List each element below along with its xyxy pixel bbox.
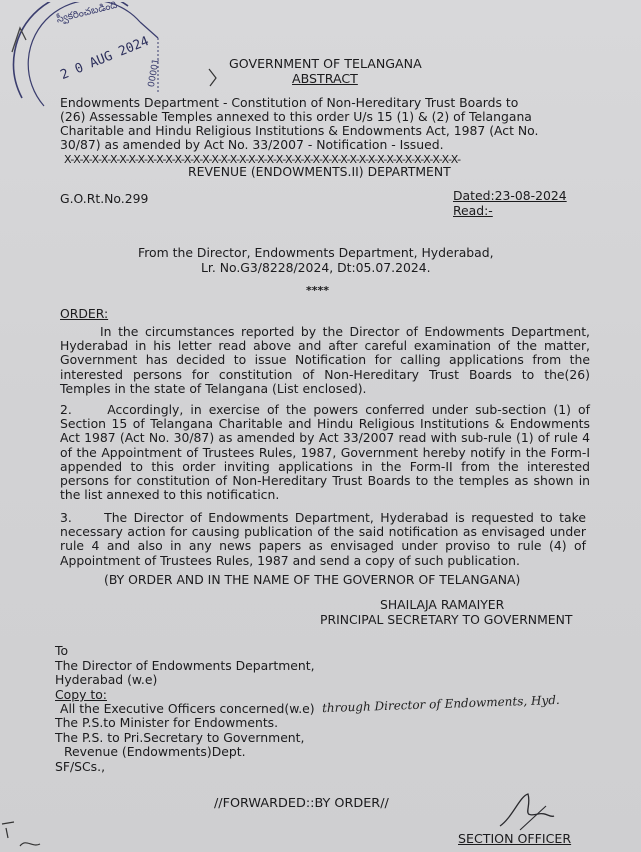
to-line-2: Hyderabad (w.e) (55, 672, 158, 687)
copy-line-1: All the Executive Officers concerned(w.e) (60, 701, 315, 716)
paragraph-3 (60, 511, 586, 568)
subject-line-3: Charitable and Hindu Religious Institutions & Endowments Act, 1987 (Act No. (60, 123, 539, 138)
separator-line: X-X-X-X-X-X-X-X-X-X-X-X-X-X-X-X-X-X-X-X-X-X-X-X-X-X-X-X-X-X-X-X-X-X-X-X-X-X-X-X-X-X-X- (64, 153, 461, 166)
stamp-side-number: 00001 (146, 58, 162, 88)
margin-mark-icon (206, 66, 220, 90)
subject-line-1: Endowments Department - Constitution of Non-Hereditary Trust Boards to (60, 95, 519, 110)
signatory-name: SHAILAJA RAMAIYER (380, 597, 505, 612)
reference-line-1: From the Director, Endowments Department, Hyderabad, (138, 245, 494, 260)
subject-line-2: (26) Assessable Temples annexed to this order U/s 15 (1) & (2) of Telangana (60, 109, 532, 124)
order-date: Dated:23-08-2024 (453, 188, 567, 203)
stamp-top-text: స్వీకరించబడింది (55, 0, 119, 26)
stars-separator: **** (306, 284, 330, 297)
margin-tick-icon (8, 22, 32, 62)
paragraph-1-text: In the circumstances reported by the Director of Endowments Department, Hyderabad in his letter read above and after careful examination of the matter, Government has decided to issue Notification for calling applications from the interested persons for constitution of Non-Hereditary Trust Boards to the(26) Temples in the state of Telangana (List enclosed). (60, 324, 590, 396)
copy-to-label: Copy to: (55, 687, 107, 702)
paragraph-1 (60, 325, 590, 396)
abstract-heading: ABSTRACT (292, 71, 358, 86)
handwritten-note: through Director of Endowments, Hyd. (321, 692, 560, 716)
copy-line-3: The P.S. to Pri.Secretary to Government, (55, 730, 305, 745)
to-line-1: The Director of Endowments Department, (55, 658, 315, 673)
paragraph-2-number: 2. (60, 402, 72, 417)
department-heading: REVENUE (ENDOWMENTS.II) DEPARTMENT (188, 164, 451, 179)
subject-line-4: 30/87) as amended by Act No. 33/2007 - Notification - Issued. (60, 137, 444, 152)
paragraph-3-text: The Director of Endowments Department, Hyderabad is requested to take necessary action for causing publication of the said notification as envisaged under rule 4 and also in any news papers as envisaged under proviso to rule (4) of Appointment of Trustees Rules, 1987 and send a copy of such publication. (60, 510, 586, 568)
stamp-date: 2 0 AUG 2024 (58, 33, 152, 84)
signatory-title: PRINCIPAL SECRETARY TO GOVERNMENT (320, 612, 573, 627)
paragraph-3-number: 3. (60, 510, 72, 525)
copy-line-4: Revenue (Endowments)Dept. (64, 744, 246, 759)
government-heading: GOVERNMENT OF TELANGANA (229, 56, 422, 71)
copy-line-5: SF/SCs., (55, 759, 106, 774)
paragraph-2 (60, 403, 590, 502)
by-order-line: (BY ORDER AND IN THE NAME OF THE GOVERNOR OF TELANGANA) (104, 572, 521, 587)
section-officer-label: SECTION OFFICER (458, 831, 572, 846)
copy-line-2: The P.S.to Minister for Endowments. (55, 715, 279, 730)
paragraph-2-text: Accordingly, in exercise of the powers conferred under sub-section (1) of Section 15 of Telangana Charitable and Hindu Religious Institutions & Endowments Act 1987 (Act No. 30/87) as amended by Act 33/2007 read with sub-rule (1) of rule 4 of the Appointment of Trustees Rules, 1987, Government hereby notify in the Form-I appended to this order inviting applications in the Form-II from the interested persons for constitution of Non-Hereditary Trust Boards to the temples as shown in the list annexed to this notificaticn. (60, 402, 590, 503)
margin-scribble-icon (0, 818, 50, 852)
go-number: G.O.Rt.No.299 (60, 191, 149, 206)
forwarded-line: //FORWARDED::BY ORDER// (214, 796, 389, 811)
to-label: To (55, 643, 69, 658)
order-heading: ORDER: (60, 306, 109, 321)
reference-line-2: Lr. No.G3/8228/2024, Dt:05.07.2024. (201, 260, 431, 275)
read-label: Read:- (453, 203, 493, 218)
signature-icon (490, 788, 560, 836)
